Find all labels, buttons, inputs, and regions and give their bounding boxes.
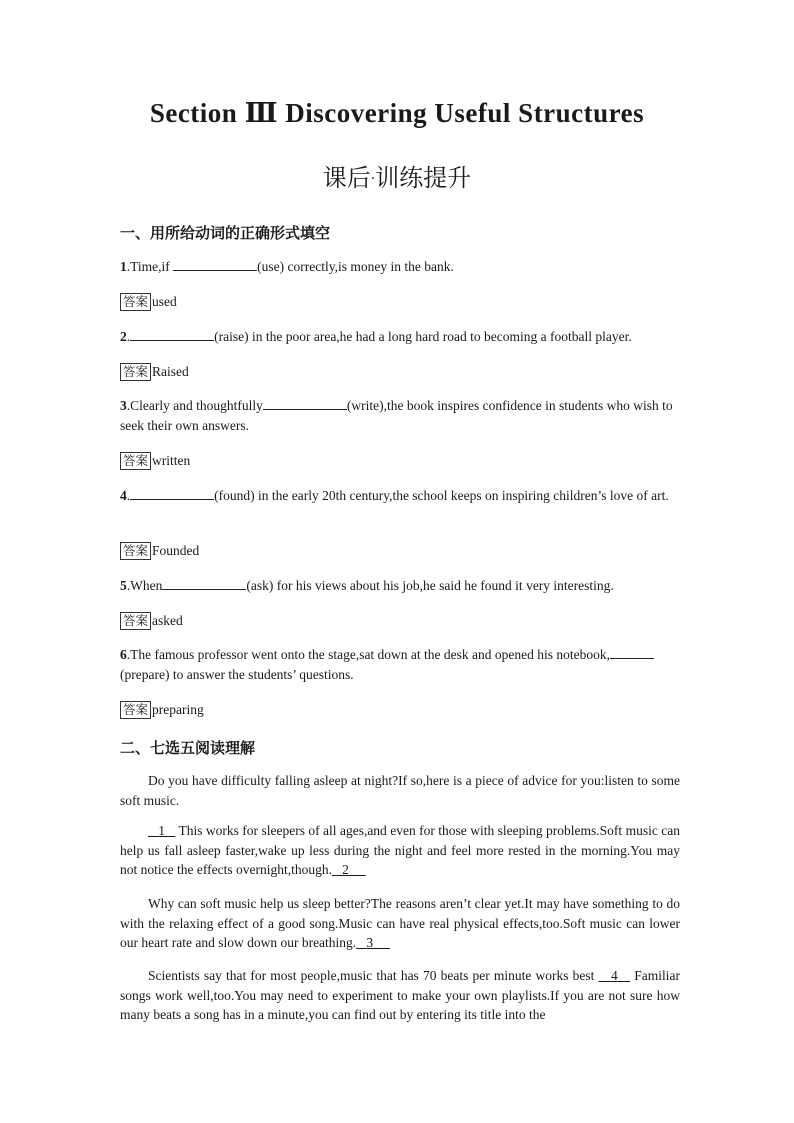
reading-paragraph-3: Why can soft music help us sleep better?The reasons aren’t clear yet.It may have something to do with the relaxing effect of a good song.Music can have real physical effects,too.Soft music can lower our heart rate and slow down our breathing. 3 (120, 896, 680, 950)
answer-blank[interactable] (130, 486, 214, 500)
answer-tag: 答案 (120, 293, 151, 311)
gap-4[interactable]: 4 (610, 968, 618, 983)
gap-2[interactable]: 2 (342, 862, 349, 877)
gap-1[interactable]: 1 (158, 823, 166, 838)
page-subtitle (0, 158, 794, 193)
answer-4: 答案 Founded (120, 542, 199, 560)
answer-2: 答案 Raised (120, 363, 189, 381)
answer-tag: 答案 (120, 452, 151, 470)
answer-blank[interactable] (263, 396, 347, 410)
answer-blank[interactable] (610, 645, 654, 659)
question-3: 3.Clearly and thoughtfully (write),the book inspires confidence in students who wish to seek their own answers. (120, 398, 673, 433)
answer-tag: 答案 (120, 701, 151, 719)
subtitle-rest: 训练提升 (375, 164, 472, 192)
reading-paragraph-2: 1 This works for sleepers of all ages,and even for those with sleeping problems.Soft music can help us fall asleep faster,wake up less during the night and feel more rested in the morning.You may not notice the effects overnight,though. 2 (120, 823, 680, 877)
section1-heading: 一、用所给动词的正确形式填空 (120, 224, 331, 242)
page-title: Section Ⅲ Discovering Useful Structures (149, 98, 645, 128)
question-1: 1.Time,if (use) correctly,is money in the bank. (120, 259, 454, 274)
answer-3: 答案 written (120, 452, 190, 470)
reading-paragraph-1: Do you have difficulty falling asleep at night?If so,here is a piece of advice for you:listen to some soft music. (120, 773, 680, 808)
answer-blank[interactable] (130, 327, 214, 341)
answer-tag: 答案 (120, 542, 151, 560)
question-2: 2. (raise) in the poor area,he had a long hard road to becoming a football player. (120, 329, 632, 344)
question-6: 6.The famous professor went onto the stage,sat down at the desk and opened his notebook,(prepare) to answer the students’ questions. (120, 645, 680, 685)
answer-1: 答案 used (120, 293, 177, 311)
reading-paragraph-4: Scientists say that for most people,music that has 70 beats per minute works best 4 Familiar songs work well,too.You may need to experiment to make your own playlists.If you are not sure how many beats a song has in a minute,you can find out by entering its title into the (120, 968, 680, 1022)
answer-tag: 答案 (120, 612, 151, 630)
section2-heading: 二、七选五阅读理解 (120, 739, 256, 757)
gap-3[interactable]: 3 (366, 935, 374, 950)
subtitle-dot: · (370, 171, 376, 187)
answer-6: 答案 preparing (120, 701, 204, 719)
question-4: 4. (found) in the early 20th century,the school keeps on inspiring children’s love of art. (120, 488, 669, 503)
answer-blank[interactable] (162, 576, 246, 590)
question-5: 5.When (ask) for his views about his job,he said he found it very interesting. (120, 578, 614, 593)
answer-blank[interactable] (173, 257, 257, 271)
answer-5: 答案 asked (120, 612, 183, 630)
subtitle-main: 课后 (322, 164, 371, 192)
answer-tag: 答案 (120, 363, 151, 381)
